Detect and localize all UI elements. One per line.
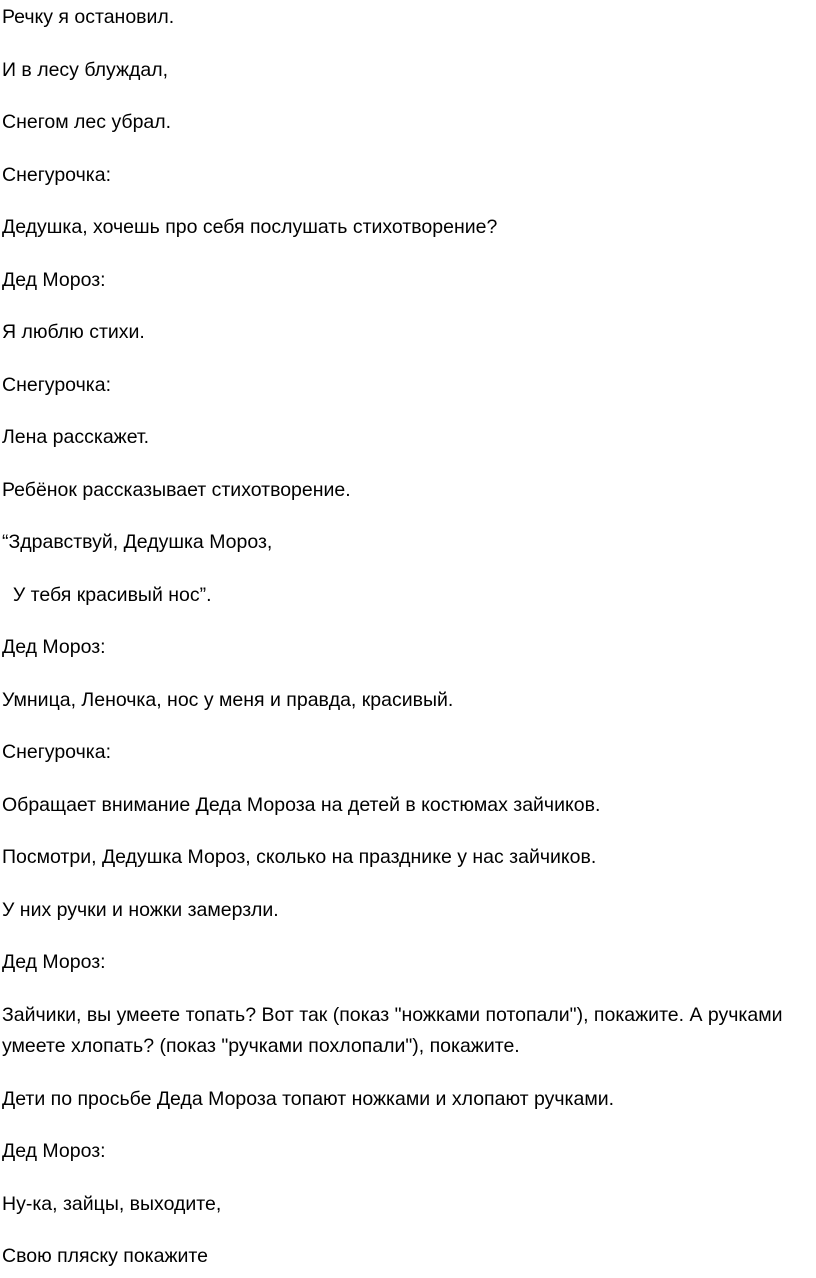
poem-line: У тебя красивый нос”. (2, 583, 212, 606)
paragraph: Умница, Леночка, нос у меня и правда, красивый. (2, 688, 454, 711)
paragraph: И в лесу блуждал, (2, 58, 169, 81)
paragraph: Снегом лес убрал. (2, 111, 172, 133)
stage-direction: Ребёнок рассказывает стихотворение. (2, 478, 351, 501)
paragraph: У них ручки и ножки замерзли. (2, 898, 279, 921)
speaker-label: Дед Мороз: (2, 951, 106, 973)
paragraph: Посмотри, Дедушка Мороз, сколько на празднике у нас зайчиков. (2, 846, 597, 868)
speaker-label: Снегурочка: (2, 373, 111, 396)
paragraph: Я люблю стихи. (2, 321, 145, 343)
paragraph: Речку я остановил. (2, 6, 175, 28)
paragraph: Зайчики, вы умеете топать? Вот так (показ "ножками потопали"), покажите. А ручками умеете хлопать? (показ "ручками похлопали"), покажите. (2, 1003, 788, 1057)
poem-line: “Здравствуй, Дедушка Мороз, (2, 531, 273, 553)
paragraph: Лена расскажет. (2, 426, 150, 448)
stage-direction: Дети по просьбе Деда Мороза топают ножками и хлопают ручками. (2, 1087, 615, 1110)
poem-line: Свою пляску покажите (2, 1245, 208, 1267)
speaker-label: Снегурочка: (2, 741, 111, 763)
speaker-label: Дед Мороз: (2, 268, 106, 291)
paragraph: Дедушка, хочешь про себя послушать стихотворение? (2, 216, 498, 238)
stage-direction: Обращает внимание Деда Мороза на детей в костюмах зайчиков. (2, 793, 601, 816)
poem-line: Ну-ка, зайцы, выходите, (2, 1192, 222, 1215)
speaker-label: Дед Мороз: (2, 1140, 106, 1162)
speaker-label: Дед Мороз: (2, 636, 106, 658)
speaker-label: Снегурочка: (2, 163, 111, 186)
